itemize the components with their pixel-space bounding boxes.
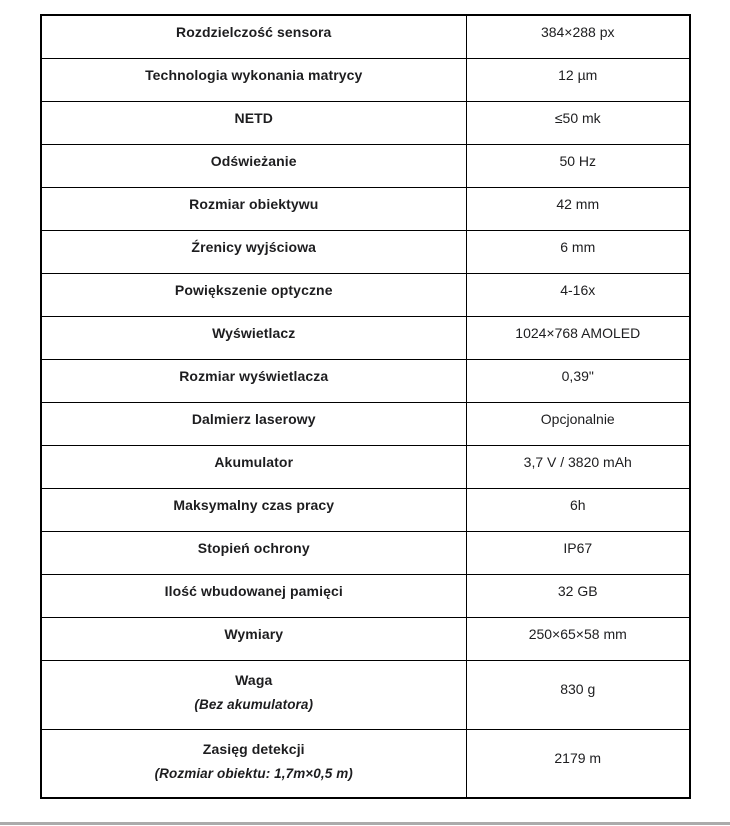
table-row [41,230,690,273]
spec-value: 12 µm [466,58,690,101]
spec-value: 42 mm [466,187,690,230]
table-row [41,15,690,58]
spec-label-sub: (Bez akumulatora) [194,696,314,712]
spec-value: 2179 m [466,729,690,798]
table-row [41,531,690,574]
table-row [41,488,690,531]
spec-value: 4-16x [466,273,690,316]
table-row [41,273,690,316]
spec-label-sub: (Rozmiar obiektu: 1,7m×0,5 m) [154,765,353,781]
spec-value: 1024×768 AMOLED [466,316,690,359]
spec-value: ≤50 mk [466,101,690,144]
table-row [41,729,690,798]
table-row [41,359,690,402]
table-row [41,58,690,101]
spec-label-main: Waga [235,671,273,688]
table-row [41,316,690,359]
spec-label: Dalmierz laserowy [41,402,466,445]
table-row [41,144,690,187]
table-row [41,617,690,660]
section-divider [0,822,730,825]
spec-label: Powiększenie optyczne [41,273,466,316]
spec-label: Technologia wykonania matrycy [41,58,466,101]
spec-value: 6h [466,488,690,531]
spec-label: Ilość wbudowanej pamięci [41,574,466,617]
spec-value: IP67 [466,531,690,574]
table-row [41,101,690,144]
table-row [41,445,690,488]
spec-value: 6 mm [466,230,690,273]
spec-label [41,660,466,729]
table-row [41,574,690,617]
spec-label-main: Zasięg detekcji [202,740,305,757]
spec-label: Wyświetlacz [41,316,466,359]
spec-label: Wymiary [41,617,466,660]
spec-value: 0,39" [466,359,690,402]
spec-label: Rozmiar wyświetlacza [41,359,466,402]
spec-label: Odświeżanie [41,144,466,187]
spec-label: NETD [41,101,466,144]
spec-value: Opcjonalnie [466,402,690,445]
spec-value: 3,7 V / 3820 mAh [466,445,690,488]
spec-label: Rozmiar obiektywu [41,187,466,230]
spec-table-body [41,15,690,798]
spec-value: 50 Hz [466,144,690,187]
spec-label: Stopień ochrony [41,531,466,574]
spec-label: Akumulator [41,445,466,488]
spec-table [40,14,691,799]
spec-value: 830 g [466,660,690,729]
table-row [41,402,690,445]
spec-label: Maksymalny czas pracy [41,488,466,531]
spec-value: 250×65×58 mm [466,617,690,660]
table-row [41,660,690,729]
spec-label [41,729,466,798]
spec-value: 32 GB [466,574,690,617]
spec-label: Rozdzielczość sensora [41,15,466,58]
table-row [41,187,690,230]
spec-value: 384×288 px [466,15,690,58]
spec-label: Źrenicy wyjściowa [41,230,466,273]
